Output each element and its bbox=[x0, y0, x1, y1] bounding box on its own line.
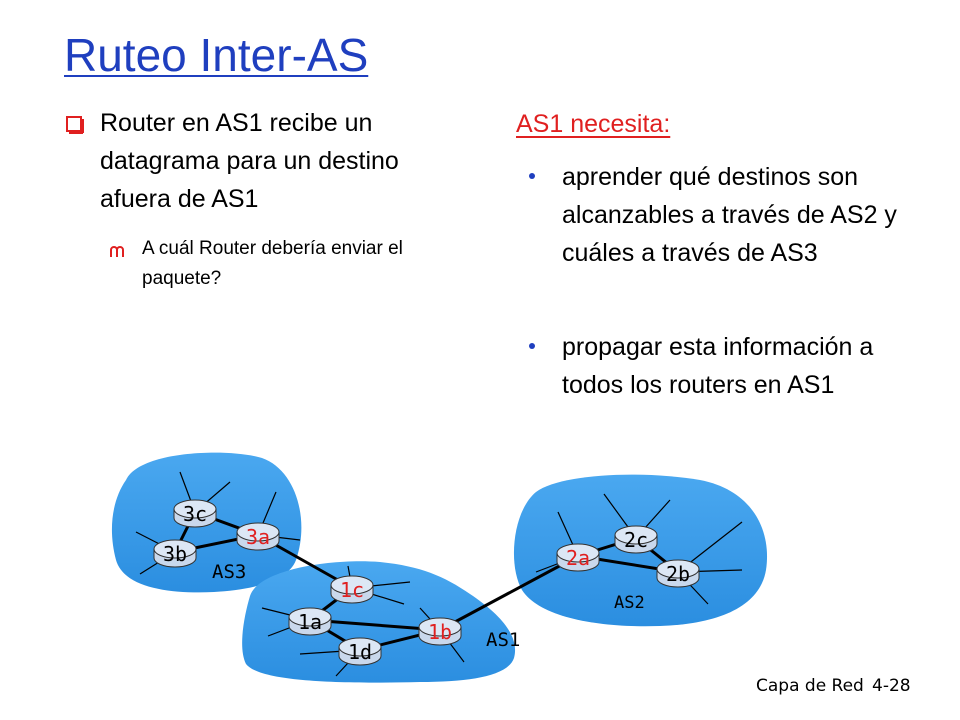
router-label-3c: 3c bbox=[182, 502, 208, 526]
right-bullet-2: propagar esta información a todos los routers en AS1 bbox=[562, 333, 874, 399]
router-3a bbox=[237, 523, 279, 550]
router-1c bbox=[331, 576, 373, 603]
left-bullet-text: Router en AS1 recibe un datagrama para un destino afuera de AS1 bbox=[100, 109, 399, 213]
router-3b bbox=[154, 540, 196, 567]
footer-page-number: 4-28 bbox=[872, 676, 911, 696]
router-1a bbox=[289, 608, 331, 635]
router-label-1a: 1a bbox=[297, 610, 323, 634]
right-bullet-1: aprender qué destinos son alcanzables a través de AS2 y cuáles a través de AS3 bbox=[562, 163, 897, 267]
footer-section-label: Capa de Red bbox=[756, 676, 864, 696]
router-label-1d: 1d bbox=[347, 640, 373, 664]
router-label-1b: 1b bbox=[427, 620, 453, 644]
router-label-1c: 1c bbox=[339, 578, 365, 602]
as3-label: AS3 bbox=[212, 561, 247, 583]
router-2c bbox=[615, 526, 657, 553]
as1-cloud bbox=[242, 561, 515, 682]
router-label-2a: 2a bbox=[565, 546, 591, 570]
slide-title: Ruteo Inter-AS bbox=[64, 29, 369, 81]
router-label-3a: 3a bbox=[245, 525, 271, 549]
left-sub-bullet-text: A cuál Router debería enviar el paquete? bbox=[142, 238, 403, 289]
router-1d bbox=[339, 638, 381, 665]
router-label-2c: 2c bbox=[623, 528, 649, 552]
router-label-3b: 3b bbox=[162, 542, 188, 566]
router-1b bbox=[419, 618, 461, 645]
router-label-2b: 2b bbox=[665, 562, 691, 586]
router-2a bbox=[557, 544, 599, 571]
router-2b bbox=[657, 560, 699, 587]
as1-needs-heading: AS1 necesita: bbox=[516, 110, 671, 138]
as2-label: AS2 bbox=[614, 593, 645, 613]
as1-label: AS1 bbox=[486, 629, 521, 651]
router-3c bbox=[174, 500, 216, 527]
